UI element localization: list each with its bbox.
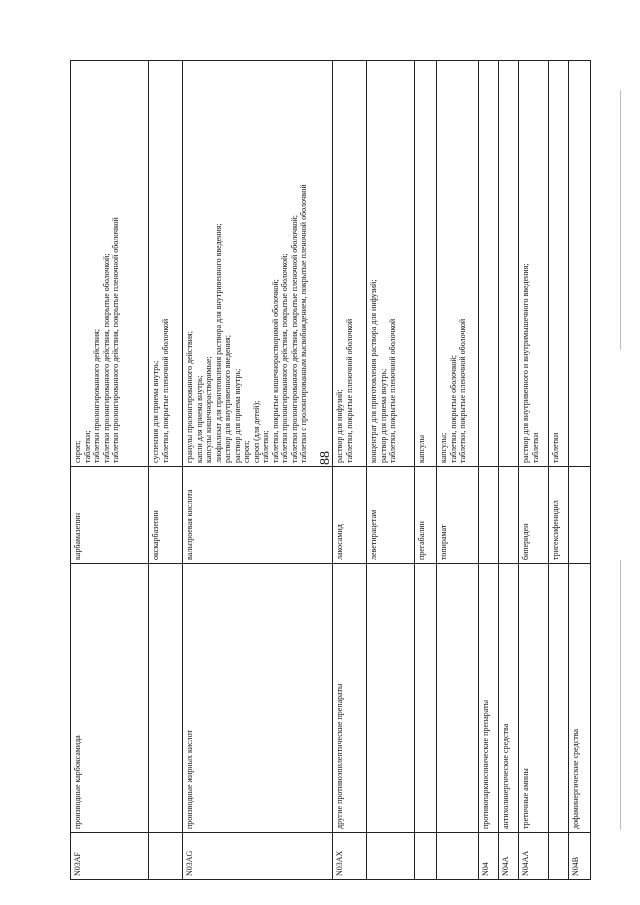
table-row — [499, 61, 519, 880]
pharm-group — [149, 564, 183, 833]
dosage-form-line: таблетки — [551, 432, 560, 463]
table-row — [367, 61, 415, 880]
dosage-form-line: таблетки; — [82, 430, 92, 463]
drug-name: вальпроевая кислота — [183, 467, 333, 564]
dosage-form-line: таблетки, покрытые кишечнорастворимой оболочкой; — [270, 279, 280, 463]
table-row — [549, 61, 569, 880]
atc-code — [149, 833, 183, 880]
dosage-forms — [183, 61, 333, 467]
dosage-form-line: таблетки — [530, 432, 540, 463]
dosage-forms — [569, 61, 591, 467]
dosage-form-line: раствор для приема внутрь; — [378, 368, 388, 463]
atc-code: N04AA — [519, 833, 549, 880]
drug-name: бипериден — [519, 467, 549, 564]
dosage-form-line: раствор для инфузий; — [335, 389, 344, 463]
pharm-group: другие противоэпилептические препараты — [333, 564, 367, 833]
drug-table — [70, 60, 591, 880]
dosage-forms — [499, 61, 519, 467]
table-row — [415, 61, 437, 880]
dosage-form-line: раствор для внутривенного введения; — [223, 335, 232, 463]
atc-code: N03AX — [333, 833, 367, 880]
atc-code: N04B — [569, 833, 591, 880]
atc-code: N03AF — [71, 833, 149, 880]
dosage-form-line: таблетки пролонгированного действия; — [92, 328, 101, 463]
dosage-form-line: таблетки, покрытые пленочной оболочкой — [160, 318, 170, 463]
pharm-group: третичные амины — [519, 564, 549, 833]
dosage-form-line: таблетки, покрытые оболочкой; — [448, 355, 458, 463]
dosage-form-line: капли для приема внутрь; — [194, 375, 204, 463]
drug-name: карбамазепин — [71, 467, 149, 564]
table-row — [569, 61, 591, 880]
drug-name — [499, 467, 519, 564]
dosage-form-line: раствор для внутривенного и внутримышечного введения; — [521, 263, 530, 463]
pharm-group — [415, 564, 437, 833]
dosage-forms — [479, 61, 499, 467]
scan-edge-line — [620, 90, 621, 350]
dosage-form-line: таблетки; — [261, 430, 270, 463]
drug-table-rotated — [70, 60, 580, 880]
pharm-group — [437, 564, 479, 833]
atc-code — [367, 833, 415, 880]
atc-code: N03AG — [183, 833, 333, 880]
table-row — [71, 61, 149, 880]
drug-name: леветирацетам — [367, 467, 415, 564]
drug-name — [569, 467, 591, 564]
atc-code — [549, 833, 569, 880]
dosage-forms — [549, 61, 569, 467]
dosage-form-line: лиофилизат для приготовления раствора для внутривенного введения; — [213, 223, 223, 463]
dosage-form-line: таблетки, покрытые пленочной оболочкой — [458, 318, 467, 463]
pharm-group: дофаминергические средства — [569, 564, 591, 833]
dosage-form-line: таблетки пролонгированного действия, покрытые оболочкой; — [280, 253, 289, 463]
scan-edge-line — [620, 560, 621, 830]
drug-name: лакосамид — [333, 467, 367, 564]
dosage-form-line: капсулы — [417, 435, 426, 463]
pharm-group: производные жирных кислот — [183, 564, 333, 833]
atc-code: N04A — [499, 833, 519, 880]
dosage-forms — [415, 61, 437, 467]
dosage-form-line: таблетки, покрытые пленочной оболочкой — [344, 318, 354, 463]
dosage-forms — [333, 61, 367, 467]
dosage-form-line: гранулы пролонгированного действия; — [185, 331, 194, 463]
dosage-forms — [71, 61, 149, 467]
dosage-forms — [437, 61, 479, 467]
pharm-group — [549, 564, 569, 833]
pharm-group: производные карбоксамида — [71, 564, 149, 833]
table-row — [149, 61, 183, 880]
dosage-form-line: таблетки пролонгированного действия, покрытые пленочной оболочкой — [111, 217, 120, 463]
drug-name — [479, 467, 499, 564]
dosage-form-line: суспензия для приема внутрь; — [151, 360, 160, 463]
dosage-form-line: таблетки пролонгированного действия, покрытые оболочкой; — [101, 253, 111, 463]
pharm-group: антихолинергические средства — [499, 564, 519, 833]
dosage-form-line: таблетки пролонгированного действия, покрытые пленочной оболочкой; — [289, 215, 299, 463]
dosage-form-line: капсулы кишечнорастворимые; — [204, 356, 213, 463]
atc-code: N04 — [479, 833, 499, 880]
dosage-form-line: сироп (для детей); — [251, 400, 261, 463]
dosage-form-line: раствор для приема внутрь; — [232, 368, 242, 463]
atc-code — [437, 833, 479, 880]
dosage-form-line: таблетки с пролонгированным высвобождением, покрытые пленочной оболочкой — [299, 184, 308, 463]
dosage-form-line: таблетки, покрытые пленочной оболочкой — [388, 318, 397, 463]
dosage-form-line: сироп; — [73, 440, 82, 463]
pharm-group: противопаркинсонические препараты — [479, 564, 499, 833]
dosage-forms — [519, 61, 549, 467]
atc-code — [415, 833, 437, 880]
dosage-form-line: концентрат для приготовления раствора для инфузий; — [369, 279, 378, 463]
table-row — [333, 61, 367, 880]
pharm-group — [367, 564, 415, 833]
page-number: 88 — [318, 451, 333, 465]
table-row — [479, 61, 499, 880]
drug-name: прегабалин — [415, 467, 437, 564]
drug-name: окскарбазепин — [149, 467, 183, 564]
dosage-form-line: сироп; — [242, 440, 251, 463]
table-row — [519, 61, 549, 880]
drug-name: тригексифенидил — [549, 467, 569, 564]
dosage-forms — [367, 61, 415, 467]
table-row — [437, 61, 479, 880]
dosage-form-line: капсулы; — [439, 432, 448, 463]
dosage-forms — [149, 61, 183, 467]
drug-name: топирамат — [437, 467, 479, 564]
table-row — [183, 61, 333, 880]
